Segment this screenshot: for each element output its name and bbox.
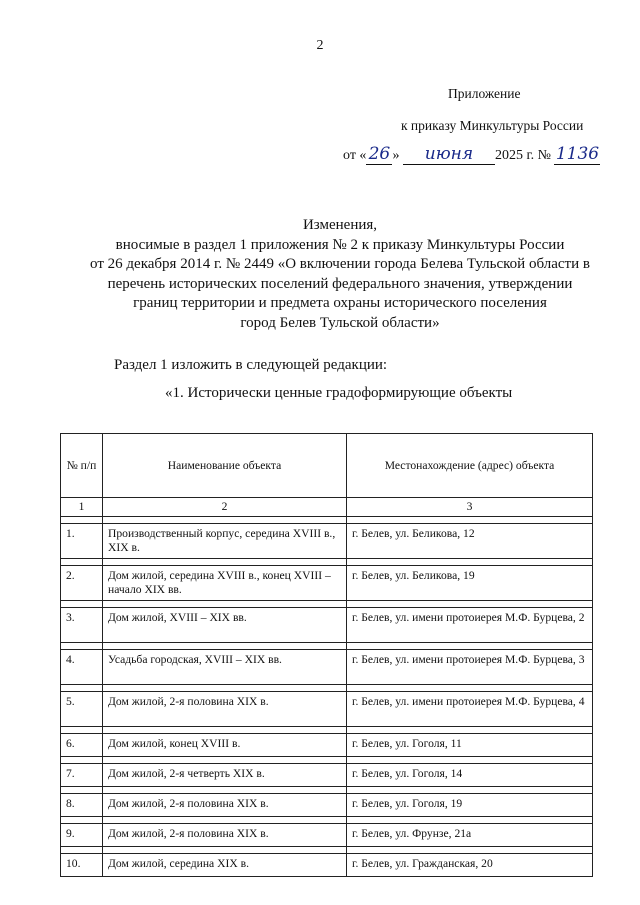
row-number: 2. [61, 566, 103, 601]
title-line: границ территории и предмета охраны исторического поселения [133, 295, 547, 311]
table-gap [61, 517, 593, 524]
order-month: июня [403, 144, 495, 165]
object-name: Дом жилой, середина XVIII в., конец XVIII – начало XIX вв. [103, 566, 347, 601]
object-address: г. Белев, ул. Гоголя, 14 [347, 764, 593, 787]
row-number: 4. [61, 650, 103, 685]
row-number: 10. [61, 854, 103, 877]
appendix-label: Приложение [448, 86, 521, 101]
object-address: г. Белев, ул. имени протоиерея М.Ф. Бурцева, 3 [347, 650, 593, 685]
title-line: город Белев Тульской области» [240, 314, 440, 331]
order-prefix: от « [343, 148, 367, 163]
row-number: 7. [61, 764, 103, 787]
row-number: 5. [61, 692, 103, 727]
order-mid: » [392, 148, 400, 163]
appendix-order-ref: к приказу Минкультуры России [401, 118, 584, 133]
object-address: г. Белев, ул. Беликова, 19 [347, 566, 593, 601]
object-name: Дом жилой, 2-я четверть XIX в. [103, 764, 347, 787]
object-address: г. Белев, ул. Гражданская, 20 [347, 854, 593, 877]
intro-text: Раздел 1 изложить в следующей редакции: [114, 357, 388, 373]
title-line: Изменения, [302, 217, 378, 233]
section-heading: «1. Исторически ценные градоформирующие объекты [165, 385, 513, 401]
row-number: 3. [61, 608, 103, 643]
table-row [61, 824, 593, 847]
title-line: вносимые в раздел 1 приложения № 2 к приказу Минкультуры России [115, 236, 565, 253]
index-cell: 3 [347, 498, 593, 517]
row-number: 1. [61, 524, 103, 559]
table-row [61, 608, 593, 643]
order-day: 26 [366, 144, 392, 165]
title-line: перечень исторических поселений федерального значения, утверждении [107, 275, 573, 292]
object-name: Дом жилой, середина XIX в. [103, 854, 347, 877]
object-name: Усадьба городская, XVIII – XIX вв. [103, 650, 347, 685]
table-row [61, 650, 593, 685]
table-gap [61, 685, 593, 692]
table-row [61, 524, 593, 559]
table-row [61, 734, 593, 757]
table-gap [61, 601, 593, 608]
table-gap [61, 559, 593, 566]
object-name: Производственный корпус, середина XVIII в., XIX в. [103, 524, 347, 559]
object-address: г. Белев, ул. Гоголя, 11 [347, 734, 593, 757]
table-gap [61, 727, 593, 734]
row-number: 6. [61, 734, 103, 757]
index-cell: 2 [103, 498, 347, 517]
row-number: 9. [61, 824, 103, 847]
table-row [61, 794, 593, 817]
object-name: Дом жилой, 2-я половина XIX в. [103, 794, 347, 817]
objects-table [60, 433, 593, 877]
table-row [61, 692, 593, 727]
object-address: г. Белев, ул. имени протоиерея М.Ф. Бурцева, 4 [347, 692, 593, 727]
table-gap [61, 757, 593, 764]
table-header-row [61, 434, 593, 498]
table-row [61, 764, 593, 787]
object-name: Дом жилой, 2-я половина XIX в. [103, 692, 347, 727]
object-name: Дом жилой, XVIII – XIX вв. [103, 608, 347, 643]
table-gap [61, 847, 593, 854]
object-address: г. Белев, ул. имени протоиерея М.Ф. Бурцева, 2 [347, 608, 593, 643]
object-address: г. Белев, ул. Фрунзе, 21а [347, 824, 593, 847]
object-name: Дом жилой, 2-я половина XIX в. [103, 824, 347, 847]
title-line: от 26 декабря 2014 г. № 2449 «О включении города Белева Тульской области в [90, 256, 590, 272]
table-index-row [61, 498, 593, 517]
object-name: Дом жилой, конец XVIII в. [103, 734, 347, 757]
page-number: 2 [316, 38, 324, 53]
table-gap [61, 787, 593, 794]
order-number: 1136 [555, 144, 600, 164]
row-number: 8. [61, 794, 103, 817]
order-date-line [343, 144, 600, 165]
table-gap [61, 643, 593, 650]
table-row [61, 566, 593, 601]
order-year: 2025 г. № [494, 148, 551, 163]
header-number: № п/п [61, 434, 103, 498]
header-name: Наименование объекта [103, 434, 347, 498]
table-gap [61, 817, 593, 824]
index-cell: 1 [61, 498, 103, 517]
header-address: Местонахождение (адрес) объекта [347, 434, 593, 498]
table-row [61, 854, 593, 877]
object-address: г. Белев, ул. Гоголя, 19 [347, 794, 593, 817]
document-title [60, 216, 620, 333]
object-address: г. Белев, ул. Беликова, 12 [347, 524, 593, 559]
